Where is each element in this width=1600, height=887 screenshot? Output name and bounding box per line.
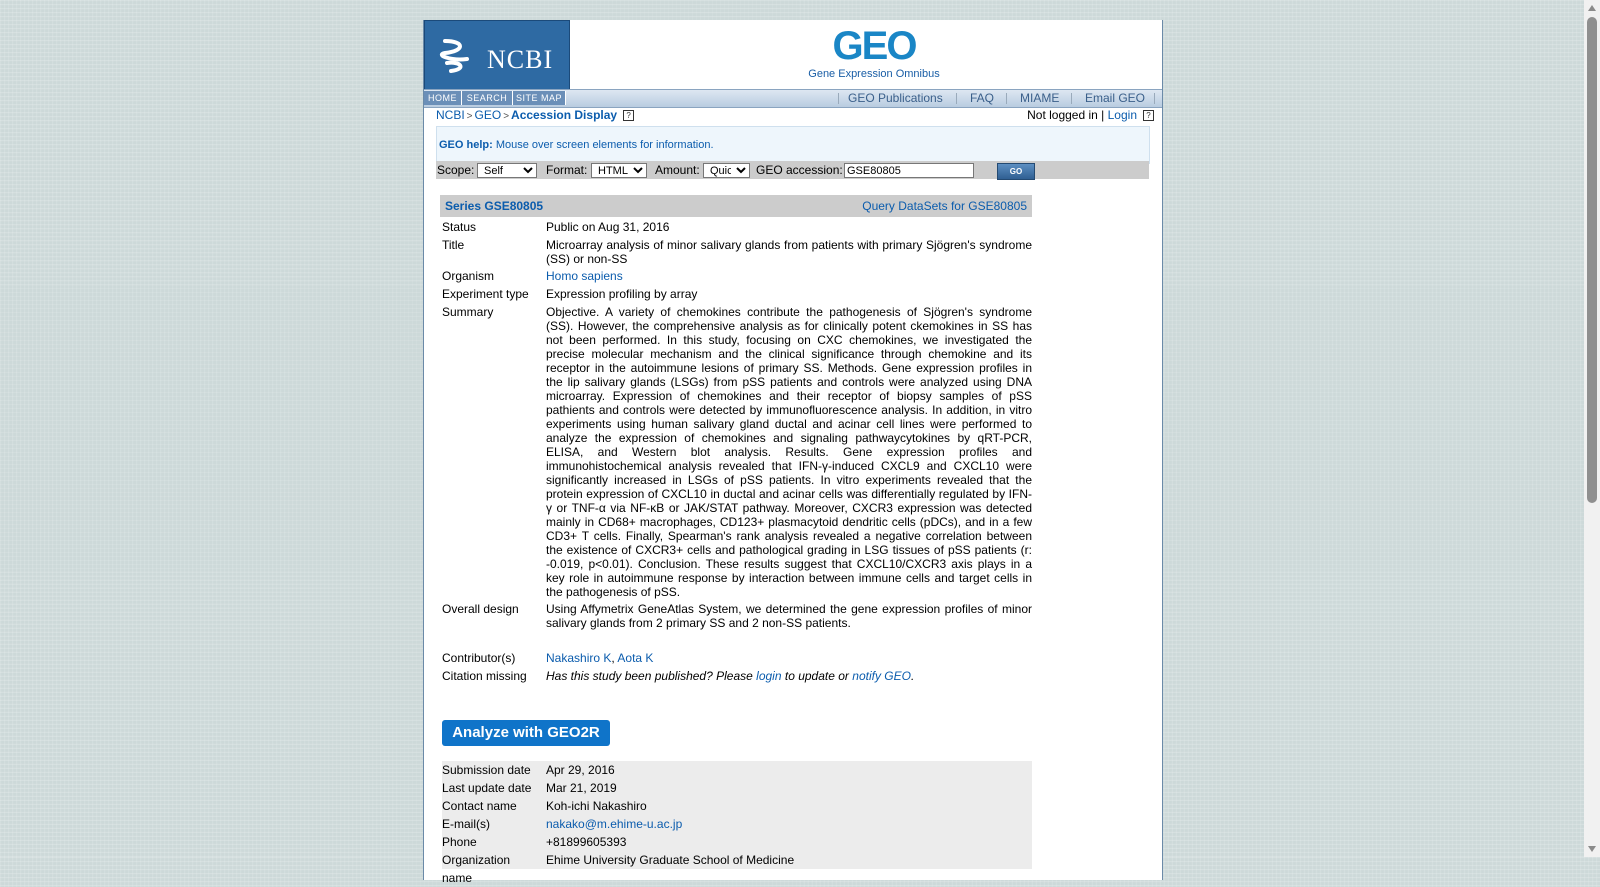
geo-logo-subtitle: Gene Expression Omnibus	[808, 68, 940, 80]
geo-logo[interactable]	[799, 26, 949, 84]
phone-label: Phone	[442, 835, 477, 849]
contributors-value	[546, 651, 1032, 665]
summary-row	[442, 305, 1032, 599]
accession-controls	[436, 161, 1149, 179]
phone-row	[442, 833, 1032, 851]
notify-geo-link[interactable]: notify GEO	[852, 669, 911, 683]
submission-date-value: Apr 29, 2016	[546, 763, 615, 777]
amount-label: Amount:	[655, 163, 700, 177]
last-update-label: Last update date	[442, 781, 532, 795]
phone-value: +81899605393	[546, 835, 627, 849]
page-scrollbar[interactable]	[1584, 0, 1600, 857]
title-row	[442, 238, 1032, 266]
nav-divider	[1154, 93, 1155, 104]
breadcrumb-current: Accession Display	[511, 108, 618, 122]
geo-help-banner	[436, 126, 1150, 164]
organization-value: Ehime University Graduate School of Medicine	[546, 853, 795, 867]
summary-label: Summary	[442, 305, 494, 319]
email-row	[442, 815, 1032, 833]
login-area	[1027, 108, 1154, 122]
ncbi-logo-text: NCBI	[487, 45, 554, 74]
overall-design-row	[442, 602, 1032, 630]
scroll-down-arrow-icon[interactable]	[1588, 846, 1596, 852]
scroll-up-arrow-icon[interactable]	[1588, 5, 1596, 11]
email-geo-link[interactable]: Email GEO	[1085, 91, 1146, 105]
format-select[interactable]	[591, 163, 647, 178]
faq-link[interactable]: FAQ	[970, 91, 995, 105]
geo-help-text: Mouse over screen elements for information.	[495, 139, 714, 151]
analyze-geo2r-button[interactable]: Analyze with GEO2R	[442, 720, 610, 746]
contributor-link[interactable]: Nakashiro K	[546, 651, 612, 665]
contact-name-label: Contact name	[442, 799, 517, 813]
citation-text: Has this study been published? Please	[546, 669, 753, 683]
organism-row	[442, 269, 1032, 283]
summary-value: Objective. A variety of chemokines contribute the pathogenesis of Sjögren's syndrome (SS). However, the comprehensive analysis as for clinically potent ckemokines in SS has not been performed. In this study, focusing on CXC chemokines, we investigated the precise molecular mechanism and the clinical significance through chemokine and its receptor in the autoimmune lesions of primary SS. Methods. Gene expression profiles in the lip salivary glands (LSGs) from pSS patients and controls were analyzed using DNA microarray. Expression of chemokines and their receptor of biopsy samples of pSS pathients and controls were detected by immunofluorescence analysis. In addition, in vitro experiments using human salivary gland ductal and acinar cell lines were performed to analyze the expression of chemokines and signaling pathwaycytokines by qRT-PCR, ELISA, and Western blot analysis. Results. Gene expression profiles and immunohistochemical analysis revealed that IFN-γ-induced CXCL9 and CXCL10 were significantly increased in LSGs of pSS patients. In vitro experiments revealed that the protein expression of CXCL10 in ductal and acinar cells was differentially regulated by IFN-γ or TNF-α via NF-κB or JAK/STAT pathway. Moreover, CXCR3 expression was detected mainly in CD68+ macrophages, CD123+ plasmacytoid dendritic cells (pDCs), and in a few CD3+ T cells. Finally, Spearman's rank analysis revealed a negative correlation between the existence of CXCR3+ cells and pathological grading in LSG tissues of pSS patients (r: -0.019, p<0.01). Conclusion. These results suggest that CXCL10/CXCR3 axis plays in a key role in autoimmune response by interaction between immune cells and target cells in the pathogenesis of pSS.	[546, 305, 1032, 599]
status-row	[442, 220, 1032, 234]
help-icon[interactable]: ?	[623, 110, 634, 121]
scrollbar-thumb[interactable]	[1587, 17, 1597, 503]
citation-row	[442, 669, 1032, 683]
title-label: Title	[442, 238, 465, 252]
breadcrumb-geo-link[interactable]: GEO	[474, 108, 502, 122]
nav-divider	[838, 93, 839, 104]
email-link[interactable]: nakako@m.ehime-u.ac.jp	[546, 817, 683, 831]
geo-publications-link[interactable]: GEO Publications	[848, 91, 943, 105]
format-label: Format:	[546, 163, 588, 177]
citation-value	[546, 669, 1032, 683]
top-navbar	[424, 89, 1162, 108]
geo-help-label: GEO help:	[439, 139, 493, 151]
query-datasets-link[interactable]: Query DataSets for GSE80805	[862, 199, 1027, 213]
breadcrumb-separator: >	[503, 111, 510, 122]
status-label: Status	[442, 220, 477, 234]
breadcrumb-separator: >	[466, 111, 473, 122]
accession-input[interactable]	[844, 163, 974, 178]
contact-name-value: Koh-ichi Nakashiro	[546, 799, 647, 813]
nav-sitemap-button[interactable]: SITE MAP	[513, 91, 566, 105]
citation-text: .	[910, 669, 915, 683]
series-title-link[interactable]: Series GSE80805	[445, 199, 544, 213]
scope-label: Scope:	[437, 163, 475, 177]
last-update-row	[442, 779, 1032, 797]
login-link[interactable]: Login	[1107, 108, 1137, 122]
title-value: Microarray analysis of minor salivary glands from patients with primary Sjögren's syndrome (SS) or non-SS	[546, 238, 1032, 266]
breadcrumb-ncbi-link[interactable]: NCBI	[436, 108, 465, 122]
amount-select[interactable]	[703, 163, 750, 178]
email-label: E-mail(s)	[442, 817, 490, 831]
nav-divider	[1071, 93, 1072, 104]
nav-home-button[interactable]: HOME	[424, 91, 462, 105]
ncbi-logo[interactable]	[424, 20, 570, 90]
contributors-label: Contributor(s)	[442, 651, 516, 665]
miame-link[interactable]: MIAME	[1020, 91, 1060, 105]
breadcrumb	[436, 108, 634, 122]
accession-label: GEO accession:	[756, 163, 843, 177]
login-status: Not logged in |	[1027, 108, 1105, 122]
overall-design-value: Using Affymetrix GeneAtlas System, we determined the gene expression profiles of minor salivary glands from 2 primary SS and 2 non-SS patients.	[546, 602, 1032, 630]
status-value: Public on Aug 31, 2016	[546, 220, 670, 234]
citation-login-link[interactable]: login	[756, 669, 782, 683]
experiment-type-row	[442, 287, 1032, 301]
contributor-link[interactable]: Aota K	[617, 651, 654, 665]
submission-date-row	[442, 761, 1032, 779]
page-container	[423, 20, 1163, 885]
nav-divider	[956, 93, 957, 104]
organization-row	[442, 851, 1032, 885]
organism-label: Organism	[442, 269, 495, 283]
series-header	[440, 195, 1032, 217]
geo-logo-text: GEO	[832, 24, 916, 68]
citation-label: Citation missing	[442, 669, 527, 683]
go-button[interactable]: GO	[997, 163, 1035, 180]
login-help-icon[interactable]: ?	[1143, 110, 1154, 121]
overall-design-label: Overall design	[442, 602, 519, 616]
nav-divider	[1006, 93, 1007, 104]
scope-select[interactable]	[477, 163, 537, 178]
contributor-separator: ,	[611, 651, 615, 665]
contact-name-row	[442, 797, 1032, 815]
ncbi-helix-icon	[437, 35, 477, 75]
experiment-type-label: Experiment type	[442, 287, 529, 301]
contributors-row	[442, 651, 1032, 665]
nav-search-button[interactable]: SEARCH	[462, 91, 513, 105]
experiment-type-value: Expression profiling by array	[546, 287, 698, 301]
submission-date-label: Submission date	[442, 763, 531, 777]
organism-link[interactable]: Homo sapiens	[546, 269, 623, 283]
last-update-value: Mar 21, 2019	[546, 781, 617, 795]
organization-label: Organization name	[442, 853, 511, 885]
citation-text: to update or	[784, 669, 849, 683]
